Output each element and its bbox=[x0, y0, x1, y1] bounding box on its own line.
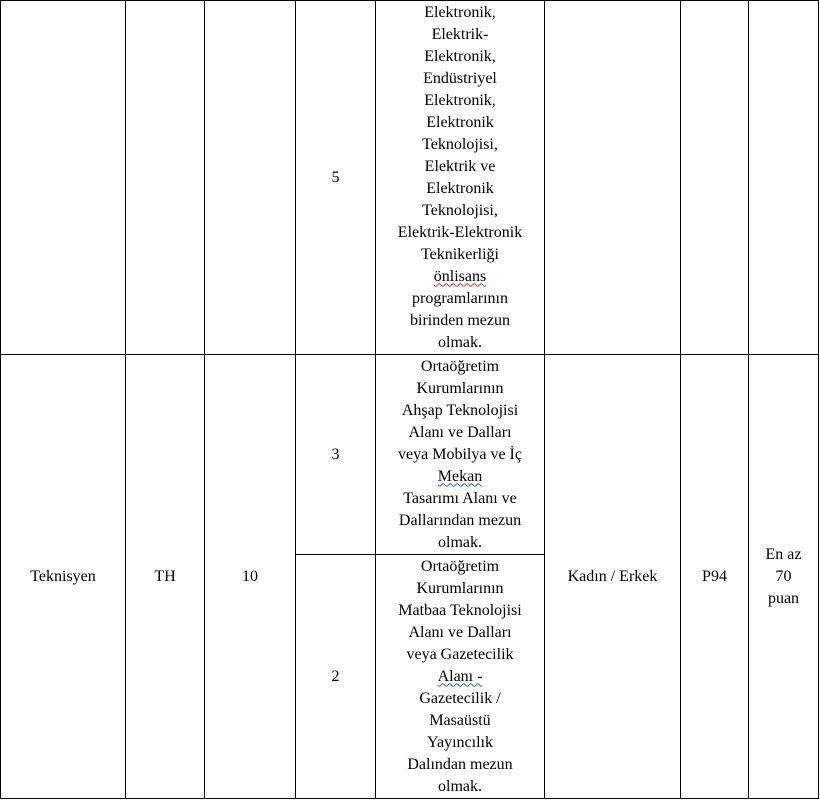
requirement-line: Teknikerliği bbox=[421, 245, 499, 263]
title-cell bbox=[1, 355, 126, 799]
requirement-line: Alanı ve Dalları bbox=[408, 623, 512, 641]
requirement-line: birinden mezun bbox=[410, 311, 510, 329]
total-cell bbox=[205, 355, 296, 799]
requirement-line: veya Mobilya ve İç bbox=[398, 445, 522, 463]
requirement-line: Gazetecilik / bbox=[419, 689, 501, 707]
requirement-line: Elektrik- bbox=[431, 25, 489, 43]
score-type-cell-empty bbox=[681, 1, 749, 355]
min-score-cell-empty bbox=[749, 1, 819, 355]
position-code: TH bbox=[154, 567, 176, 585]
quota-value: 5 bbox=[331, 168, 340, 186]
min-score-cell bbox=[749, 355, 819, 799]
gender-value: Kadın / Erkek bbox=[567, 567, 658, 585]
requirement-line-spellcheck bbox=[380, 666, 540, 688]
position-title: Teknisyen bbox=[30, 567, 96, 585]
table-row bbox=[1, 1, 819, 355]
requirement-line: Alanı ve Dalları bbox=[408, 423, 512, 441]
requirement-line: Elektronik, bbox=[424, 47, 496, 65]
requirement-line: olmak. bbox=[438, 777, 482, 795]
requirement-line: Dallarından mezun bbox=[398, 511, 522, 529]
requirement-line: Elektronik bbox=[426, 113, 494, 131]
min-score-line: puan bbox=[767, 589, 800, 607]
requirement-line: Kurumlarının bbox=[416, 379, 504, 397]
requirement-line: Yayıncılık bbox=[427, 733, 493, 751]
table-row bbox=[1, 355, 819, 555]
requirement-line: Elektronik, bbox=[424, 91, 496, 109]
requirement-line: Masaüstü bbox=[429, 711, 491, 729]
requirement-line-spellcheck bbox=[380, 466, 540, 488]
code-cell-empty bbox=[126, 1, 205, 355]
position-total: 10 bbox=[242, 567, 258, 585]
gender-cell-empty bbox=[545, 1, 681, 355]
total-cell-empty bbox=[205, 1, 296, 355]
requirement-line: Teknolojisi, bbox=[422, 201, 498, 219]
requirement-line: Tasarımı Alanı ve bbox=[403, 489, 517, 507]
quota-value: 3 bbox=[331, 445, 340, 463]
min-score-line: En az bbox=[765, 545, 802, 563]
quota-cell bbox=[296, 355, 376, 555]
gender-cell bbox=[545, 355, 681, 799]
requirement-cell bbox=[376, 355, 545, 555]
requirement-line: Kurumlarının bbox=[416, 579, 504, 597]
requirement-line: Elektrik-Elektronik bbox=[397, 223, 523, 241]
score-type-cell bbox=[681, 355, 749, 799]
code-cell bbox=[126, 355, 205, 799]
spellcheck-word: Alanı - bbox=[437, 667, 483, 685]
spellcheck-word: Mekan bbox=[437, 467, 483, 485]
requirement-line: olmak. bbox=[438, 333, 482, 351]
min-score-line: 70 bbox=[775, 567, 792, 585]
spellcheck-word: önlisans bbox=[433, 267, 487, 285]
requirement-cell bbox=[376, 1, 545, 355]
requirement-line: Endüstriyel bbox=[423, 69, 497, 87]
requirement-cell bbox=[376, 555, 545, 799]
requirement-line: Teknolojisi, bbox=[422, 135, 498, 153]
requirement-line: veya Gazetecilik bbox=[406, 645, 514, 663]
requirement-line: Elektrik ve bbox=[424, 157, 496, 175]
requirement-line: olmak. bbox=[438, 533, 482, 551]
requirement-line: Ortaöğretim bbox=[420, 557, 500, 575]
title-cell-empty bbox=[1, 1, 126, 355]
requirement-line: programlarının bbox=[412, 289, 508, 307]
score-type-value: P94 bbox=[702, 567, 727, 585]
requirement-line: Elektronik bbox=[426, 179, 494, 197]
requirement-line-spellcheck bbox=[380, 266, 540, 288]
requirement-line: Elektronik, bbox=[424, 3, 496, 21]
quota-cell bbox=[296, 555, 376, 799]
requirement-line: Matbaa Teknolojisi bbox=[398, 601, 522, 619]
requirement-line: Ahşap Teknolojisi bbox=[401, 401, 519, 419]
requirement-line: Dalından mezun bbox=[407, 755, 513, 773]
requirement-line: Ortaöğretim bbox=[420, 357, 500, 375]
quota-value: 2 bbox=[331, 667, 340, 685]
quota-cell bbox=[296, 1, 376, 355]
